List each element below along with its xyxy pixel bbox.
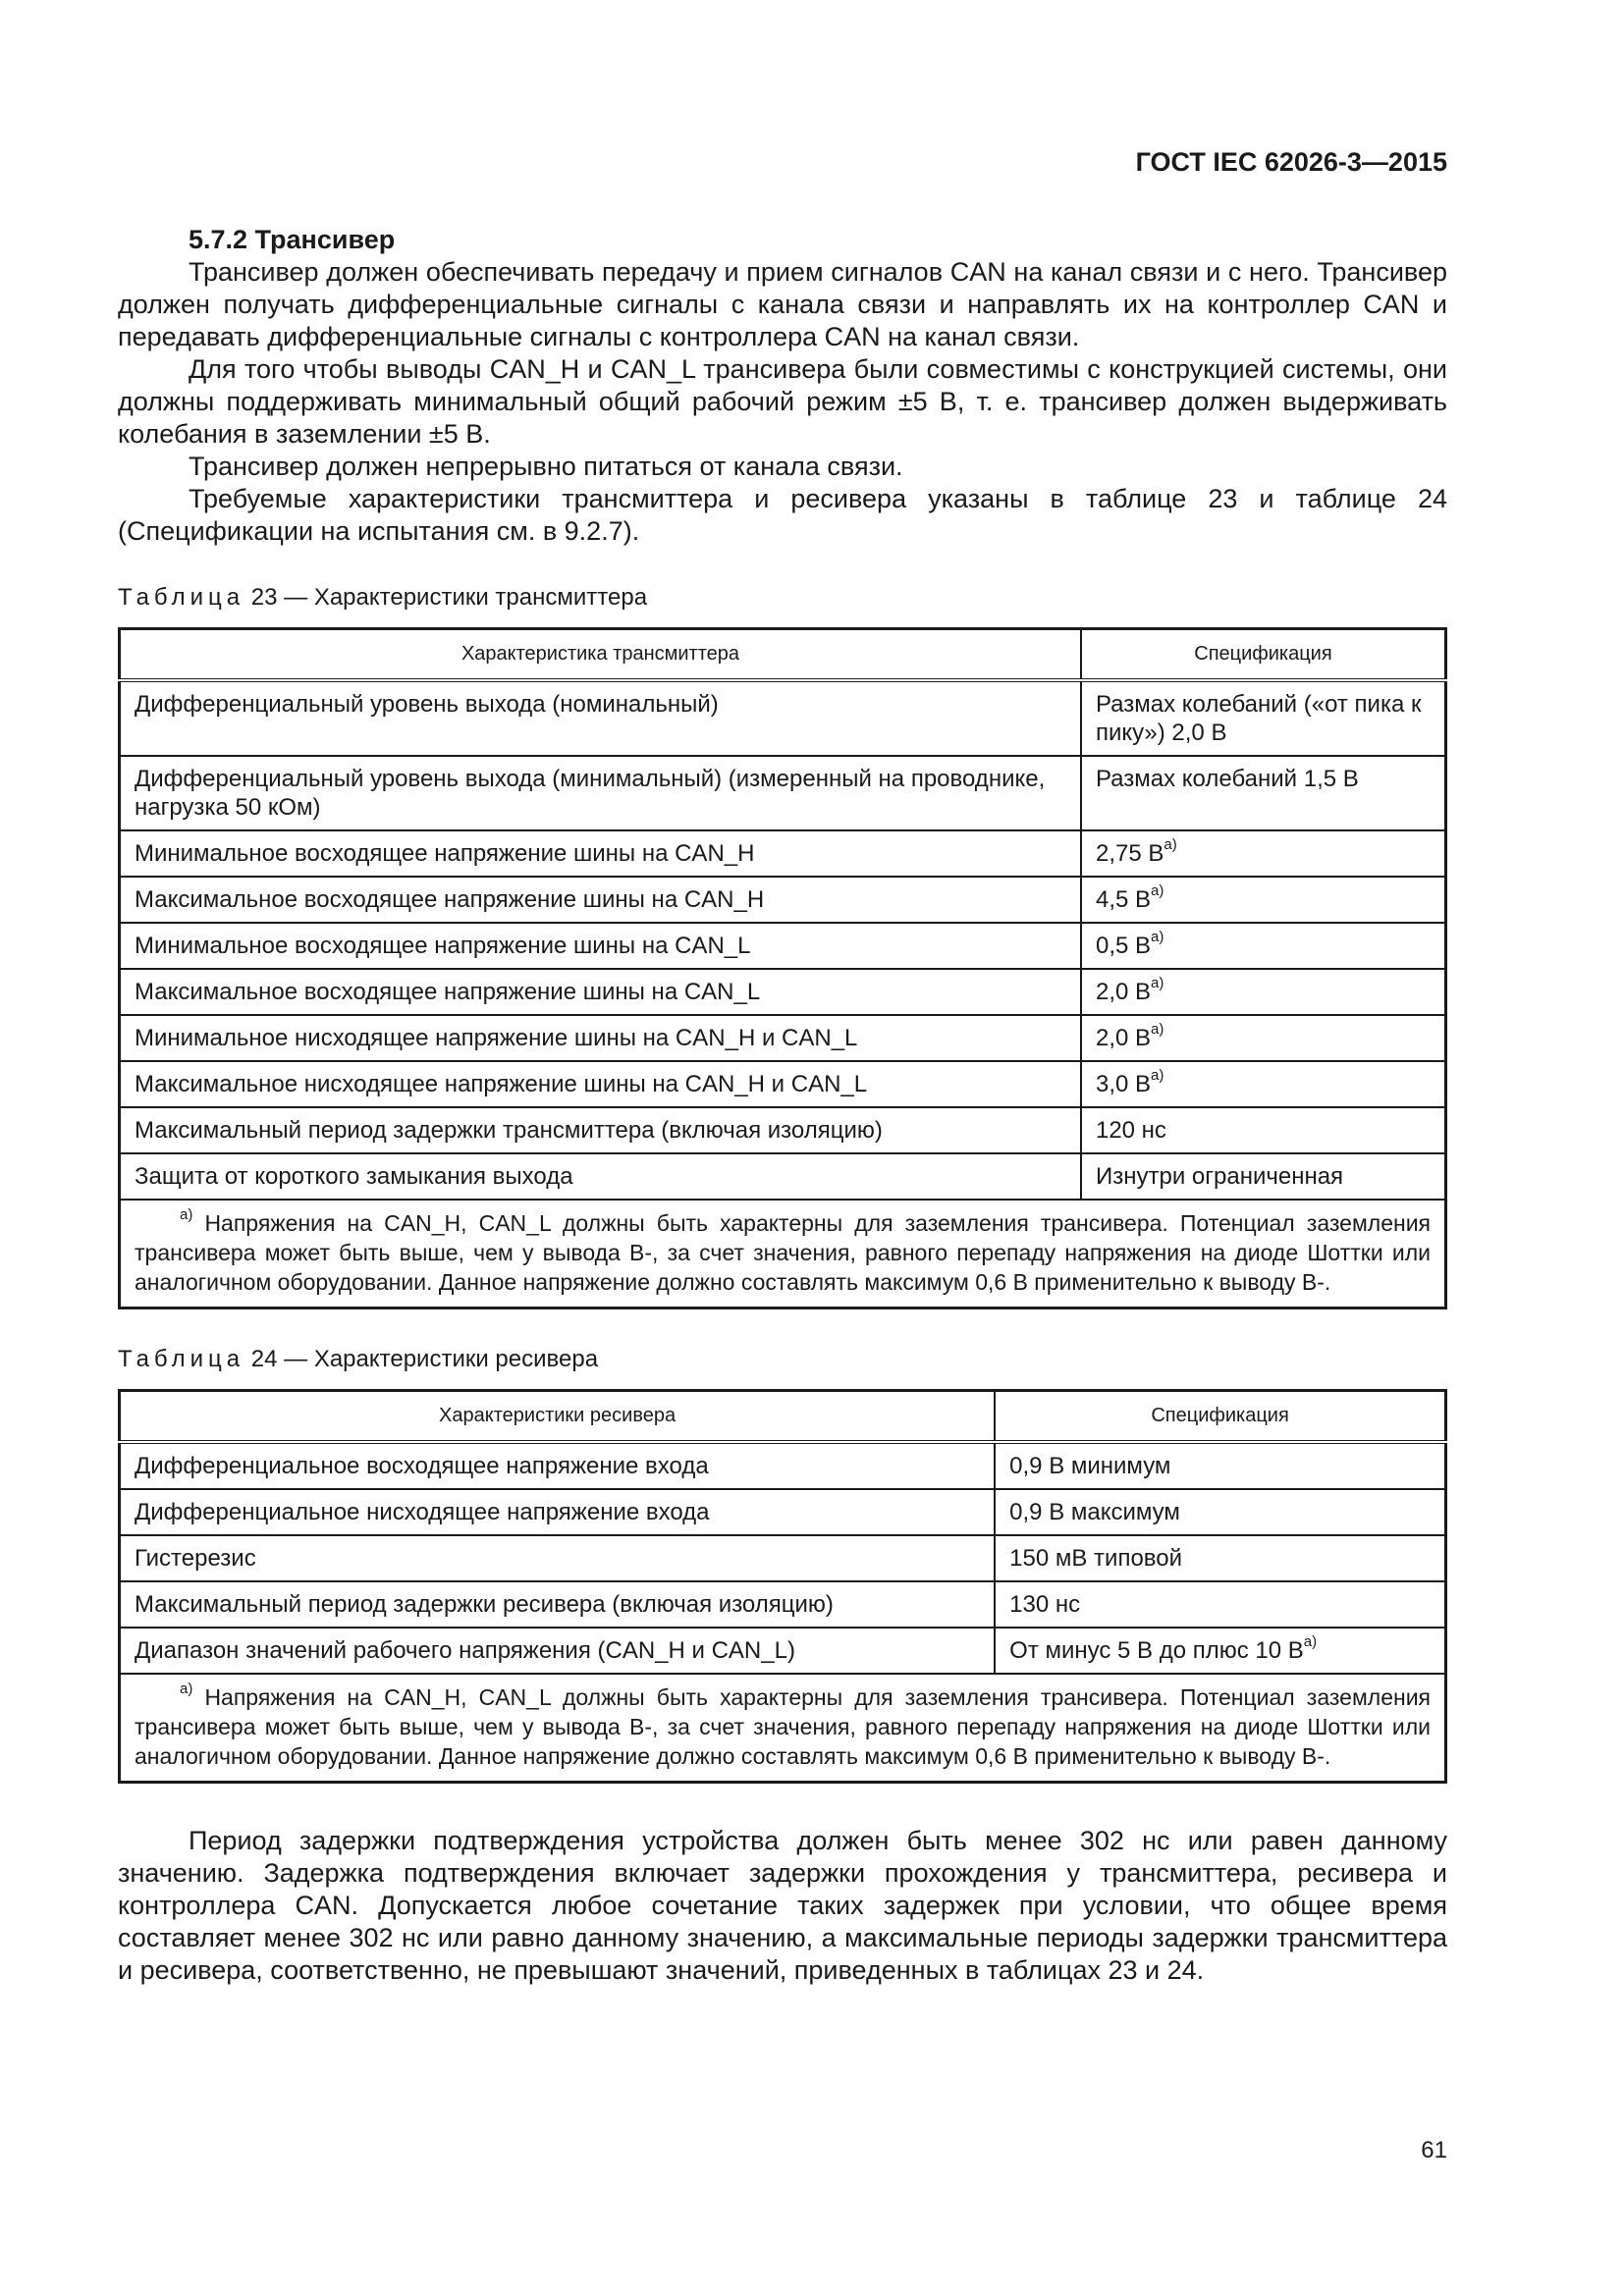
specification-cell xyxy=(995,1442,1445,1489)
column-header-characteristic: Характеристики ресивера xyxy=(120,1391,996,1443)
section-paragraph: Трансивер должен обеспечивать передачу и прием сигналов CAN на канал связи и с него. Трансивер должен получать дифференциальные сигналы с канала связи и направлять их на контроллер CAN и передавать дифференциальные сигналы с контроллера CAN на канал связи. xyxy=(118,257,1447,351)
table-footnote xyxy=(120,1674,1446,1783)
characteristic-cell: Максимальный период задержки трансмиттера (включая изоляцию) xyxy=(120,1107,1081,1153)
specification-cell xyxy=(995,1628,1445,1674)
characteristic-cell: Минимальное восходящее напряжение шины на CAN_L xyxy=(120,923,1081,969)
footnote-text: Напряжения на CAN_H, CAN_L должны быть характерны для заземления трансивера. Потенциал заземления трансивера может быть выше, чем у вывода В-, за счет значения, равного перепаду напряжения на диоде Шоттки или аналогичном оборудовании. Данное напряжение должно составлять максимум 0,6 В применительно к выводу В-. xyxy=(135,1684,1431,1769)
characteristic-cell: Максимальное восходящее напряжение шины на CAN_L xyxy=(120,969,1081,1015)
footnote-reference: а) xyxy=(1164,836,1177,853)
table-footnote-row xyxy=(120,1674,1446,1783)
specification-value: 3,0 В xyxy=(1095,1071,1152,1097)
specification-cell xyxy=(1081,680,1446,756)
footnote-mark: а) xyxy=(180,1206,193,1224)
table-23 xyxy=(118,627,1447,1309)
column-header-characteristic: Характеристика трансмиттера xyxy=(120,629,1081,681)
specification-value: 4,5 В xyxy=(1095,886,1152,913)
specification-value: Размах колебаний («от пика к пику») 2,0 В xyxy=(1095,691,1422,746)
table-row xyxy=(120,1442,1446,1489)
characteristic-cell: Диапазон значений рабочего напряжения (CAN_H и CAN_L) xyxy=(120,1628,996,1674)
closing-paragraph: Период задержки подтверждения устройства должен быть менее 302 нс или равен данному значению. Задержка подтверждения включает задержки прохождения у трансмиттера, ресивера и контроллера CAN. Допускается любое сочетание таких задержек при условии, что общее время составляет менее 302 нс или равно данному значению, а максимальные периоды задержки трансмиттера и ресивера, соответственно, не превышают значений, приведенных в таблицах 23 и 24. xyxy=(118,1826,1447,1985)
table-header-row xyxy=(120,629,1446,681)
table-row xyxy=(120,923,1446,969)
footnote-reference: а) xyxy=(1151,1067,1164,1084)
table-row xyxy=(120,1015,1446,1061)
table-caption-text: 23 — Характеристики трансмиттера xyxy=(250,584,648,611)
characteristic-cell: Минимальное восходящее напряжение шины на CAN_H xyxy=(120,830,1081,877)
specification-value: Изнутри ограниченная xyxy=(1095,1163,1344,1190)
table-row xyxy=(120,1628,1446,1674)
table-caption-word: Таблица xyxy=(118,584,245,611)
section-paragraph: Требуемые характеристики трансмиттера и ресивера указаны в таблице 23 и таблице 24 (Спецификации на испытания см. в 9.2.7). xyxy=(118,484,1447,546)
specification-cell xyxy=(1081,1153,1446,1200)
table-header-row xyxy=(120,1391,1446,1443)
specification-value: 0,5 В xyxy=(1095,933,1152,959)
table-row xyxy=(120,1581,1446,1628)
specification-cell xyxy=(1081,756,1446,830)
table-row xyxy=(120,830,1446,877)
specification-cell xyxy=(1081,830,1446,877)
page-content xyxy=(118,224,1447,1987)
characteristic-cell: Дифференциальный уровень выхода (минимальный) (измеренный на проводнике, нагрузка 50 кОм) xyxy=(120,756,1081,830)
table-caption-word: Таблица xyxy=(118,1346,245,1372)
characteristic-cell: Дифференциальное нисходящее напряжение входа xyxy=(120,1489,996,1535)
characteristic-cell: Гистерезис xyxy=(120,1535,996,1581)
section-paragraph: Трансивер должен непрерывно питаться от канала связи. xyxy=(189,452,903,481)
table-caption-text: 24 — Характеристики ресивера xyxy=(250,1346,599,1372)
table-row xyxy=(120,1061,1446,1107)
characteristic-cell: Максимальное восходящее напряжение шины на CAN_H xyxy=(120,877,1081,923)
column-header-specification: Спецификация xyxy=(995,1391,1445,1443)
footnote-reference: а) xyxy=(1303,1633,1318,1650)
specification-cell xyxy=(1081,1061,1446,1107)
specification-value: 2,0 В xyxy=(1095,979,1152,1005)
table-row xyxy=(120,756,1446,830)
footnote-reference: а) xyxy=(1151,975,1164,991)
column-header-specification: Спецификация xyxy=(1081,629,1446,681)
footnote-reference: а) xyxy=(1151,929,1164,945)
table-23-caption xyxy=(118,581,1447,614)
footnote-text: Напряжения на CAN_H, CAN_L должны быть характерны для заземления трансивера. Потенциал заземления трансивера может быть выше, чем у вывода В-, за счет значения, равного перепаду напряжения на диоде Шоттки или аналогичном оборудовании. Данное напряжение должно составлять максимум 0,6 В применительно к выводу В-. xyxy=(135,1210,1431,1295)
specification-cell xyxy=(1081,1107,1446,1153)
specification-cell xyxy=(1081,923,1446,969)
specification-value: 130 нс xyxy=(1009,1591,1081,1618)
section-title: 5.7.2 Трансивер xyxy=(189,225,396,254)
specification-value: От минус 5 В до плюс 10 В xyxy=(1009,1637,1304,1664)
specification-value: 0,9 В максимум xyxy=(1009,1499,1180,1525)
table-row xyxy=(120,1153,1446,1200)
characteristic-cell: Максимальное нисходящее напряжение шины на CAN_H и CAN_L xyxy=(120,1061,1081,1107)
specification-cell xyxy=(995,1489,1445,1535)
characteristic-cell: Защита от короткого замыкания выхода xyxy=(120,1153,1081,1200)
specification-cell xyxy=(1081,969,1446,1015)
table-row xyxy=(120,1489,1446,1535)
specification-value: 150 мВ типовой xyxy=(1009,1545,1183,1572)
characteristic-cell: Дифференциальный уровень выхода (номинальный) xyxy=(120,680,1081,756)
table-row xyxy=(120,969,1446,1015)
specification-cell xyxy=(995,1535,1445,1581)
specification-value: 2,75 В xyxy=(1095,840,1164,867)
characteristic-cell: Минимальное нисходящее напряжение шины на CAN_H и CAN_L xyxy=(120,1015,1081,1061)
characteristic-cell: Дифференциальное восходящее напряжение входа xyxy=(120,1442,996,1489)
specification-value: 120 нс xyxy=(1095,1117,1166,1144)
table-footnote xyxy=(120,1200,1446,1308)
footnote-reference: а) xyxy=(1151,1021,1164,1038)
specification-value: Размах колебаний 1,5 В xyxy=(1095,766,1359,792)
table-24 xyxy=(118,1389,1447,1784)
table-footnote-row xyxy=(120,1200,1446,1308)
specification-value: 2,0 В xyxy=(1095,1025,1152,1051)
characteristic-cell: Максимальный период задержки ресивера (включая изоляцию) xyxy=(120,1581,996,1628)
table-row xyxy=(120,877,1446,923)
table-row xyxy=(120,680,1446,756)
specification-cell xyxy=(995,1581,1445,1628)
table-row xyxy=(120,1535,1446,1581)
footnote-reference: а) xyxy=(1151,882,1164,899)
document-header: ГОСТ IEC 62026-3—2015 xyxy=(1135,147,1447,177)
specification-cell xyxy=(1081,877,1446,923)
table-row xyxy=(120,1107,1446,1153)
specification-value: 0,9 В минимум xyxy=(1009,1453,1171,1479)
footnote-mark: а) xyxy=(180,1681,193,1698)
specification-cell xyxy=(1081,1015,1446,1061)
page-number: 61 xyxy=(1421,2137,1447,2163)
table-24-caption xyxy=(118,1343,1447,1375)
section-paragraph: Для того чтобы выводы CAN_H и CAN_L трансивера были совместимы с конструкцией системы, они должны поддерживать минимальный общий рабочий режим ±5 В, т. е. трансивер должен выдерживать колебания в заземлении ±5 В. xyxy=(118,354,1447,449)
